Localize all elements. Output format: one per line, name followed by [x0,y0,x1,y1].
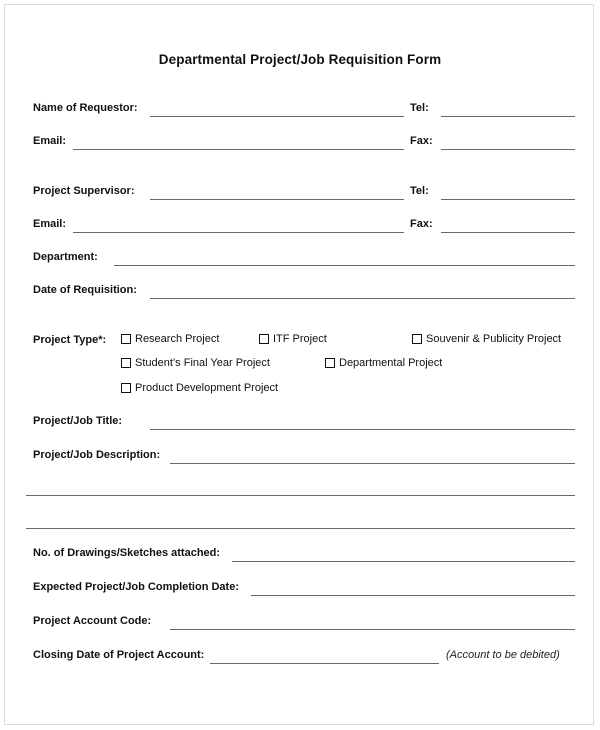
requestor-fax-label: Fax: [410,135,433,147]
checkbox-label: Souvenir & Publicity Project [426,333,562,345]
drawings-label: No. of Drawings/Sketches attached: [33,547,221,559]
account-code-label: Project Account Code: [33,615,152,627]
checkbox-itf-project[interactable] [259,333,327,345]
requestor-tel-field[interactable] [441,116,575,117]
checkbox-research-project[interactable] [121,333,219,345]
job-description-label: Project/Job Description: [33,449,161,461]
job-title-field[interactable] [150,429,575,430]
checkbox-label: Research Project [135,333,220,345]
department-field[interactable] [114,265,575,266]
supervisor-fax-label: Fax: [410,218,433,230]
completion-date-field[interactable] [251,595,575,596]
completion-date-label: Expected Project/Job Completion Date: [33,581,239,593]
supervisor-email-field[interactable] [73,232,404,233]
checkbox-icon[interactable] [121,383,131,393]
checkbox-icon[interactable] [121,334,131,344]
checkbox-icon[interactable] [325,358,335,368]
drawings-field[interactable] [232,561,575,562]
checkbox-label: Student’s Final Year Project [135,357,270,369]
project-type-label: Project Type*: [33,334,107,346]
checkbox-departmental-project[interactable] [325,357,442,369]
checkbox-souvenir-publicity-project[interactable] [412,333,561,345]
form-title: Departmental Project/Job Requisition Form [158,52,442,67]
supervisor-fax-field[interactable] [441,232,575,233]
job-description-field[interactable] [170,463,575,464]
account-code-field[interactable] [170,629,575,630]
job-description-line-2[interactable] [26,495,575,496]
requestor-email-field[interactable] [73,149,404,150]
supervisor-tel-label: Tel: [410,185,429,197]
closing-date-field[interactable] [210,663,439,664]
date-of-requisition-field[interactable] [150,298,575,299]
supervisor-email-label: Email: [33,218,67,230]
checkbox-product-development-project[interactable] [121,382,278,394]
requestor-fax-field[interactable] [441,149,575,150]
checkbox-icon[interactable] [412,334,422,344]
checkbox-icon[interactable] [259,334,269,344]
department-label: Department: [33,251,98,263]
requestor-email-label: Email: [33,135,67,147]
checkbox-label: ITF Project [273,333,327,345]
job-description-line-3[interactable] [26,528,575,529]
supervisor-name-label: Project Supervisor: [33,185,135,197]
supervisor-tel-field[interactable] [441,199,575,200]
date-of-requisition-label: Date of Requisition: [33,284,137,296]
account-debited-note: (Account to be debited) [446,649,560,661]
requestor-name-label: Name of Requestor: [33,102,138,114]
job-title-label: Project/Job Title: [33,415,123,427]
requestor-tel-label: Tel: [410,102,429,114]
checkbox-label: Departmental Project [339,357,443,369]
checkbox-students-final-year-project[interactable] [121,357,270,369]
requestor-name-field[interactable] [150,116,404,117]
closing-date-label: Closing Date of Project Account: [33,649,205,661]
supervisor-name-field[interactable] [150,199,404,200]
checkbox-label: Product Development Project [135,382,279,394]
checkbox-icon[interactable] [121,358,131,368]
